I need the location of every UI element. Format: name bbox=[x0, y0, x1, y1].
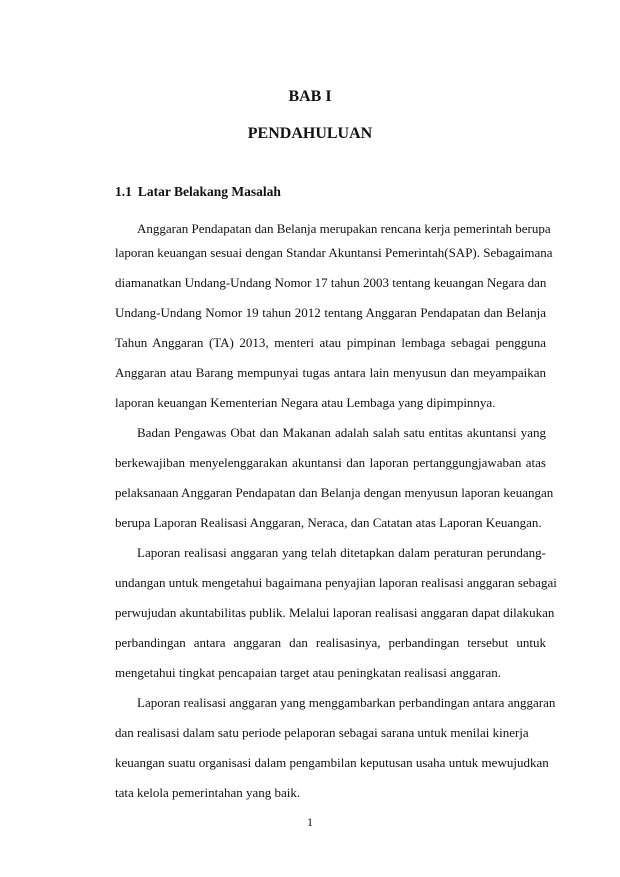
paragraph-line: laporan keuangan sesuai dengan Standar Akuntansi Pemerintah(SAP). Sebagaimana bbox=[115, 245, 553, 260]
chapter-number: BAB I bbox=[288, 88, 332, 105]
paragraph-line: mengetahui tingkat pencapaian target atau peningkatan realisasi anggaran. bbox=[115, 665, 501, 680]
paragraph-line: Laporan realisasi anggaran yang telah ditetapkan dalam peraturan perundang- bbox=[137, 545, 546, 560]
paragraph-line: Anggaran atau Barang mempunyai tugas antara lain menyusun dan meyampaikan bbox=[115, 365, 546, 380]
paragraph-line: Tahun Anggaran (TA) 2013, menteri atau pimpinan lembaga sebagai pengguna bbox=[115, 335, 546, 350]
paragraph-line: perbandingan antara anggaran dan realisasinya, perbandingan tersebut untuk bbox=[115, 635, 546, 650]
paragraph-line: tata kelola pemerintahan yang baik. bbox=[115, 785, 301, 800]
paragraph-line: Anggaran Pendapatan dan Belanja merupakan rencana kerja pemerintah berupa bbox=[137, 221, 551, 236]
paragraph-line: berupa Laporan Realisasi Anggaran, Neraca, dan Catatan atas Laporan Keuangan. bbox=[115, 515, 542, 530]
paragraph-line: Laporan realisasi anggaran yang menggambarkan perbandingan antara anggaran bbox=[137, 695, 556, 710]
paragraph-line: laporan keuangan Kementerian Negara atau Lembaga yang dipimpinnya. bbox=[115, 395, 496, 410]
paragraph-line: dan realisasi dalam satu periode pelaporan sebagai sarana untuk menilai kinerja bbox=[115, 725, 529, 740]
section-heading bbox=[115, 184, 281, 200]
paragraph-line: pelaksanaan Anggaran Pendapatan dan Belanja dengan menyusun laporan keuangan bbox=[115, 485, 554, 500]
paragraph-line: berkewajiban menyelenggarakan akuntansi dan laporan pertanggungjawaban atas bbox=[115, 455, 546, 470]
paragraph-line: diamanatkan Undang-Undang Nomor 17 tahun 2003 tentang keuangan Negara dan bbox=[115, 275, 547, 290]
page-number: 1 bbox=[307, 815, 313, 829]
paragraph-line: Badan Pengawas Obat dan Makanan adalah salah satu entitas akuntansi yang bbox=[137, 425, 546, 440]
section-number: 1.1 bbox=[115, 184, 132, 199]
paragraph-line: undangan untuk mengetahui bagaimana penyajian laporan realisasi anggaran sebagai bbox=[115, 575, 557, 590]
paragraph-line: Undang-Undang Nomor 19 tahun 2012 tentang Anggaran Pendapatan dan Belanja bbox=[115, 305, 546, 320]
section-title: Latar Belakang Masalah bbox=[137, 184, 281, 199]
paragraph-line: perwujudan akuntabilitas publik. Melalui laporan realisasi anggaran dapat dilakukan bbox=[115, 605, 555, 620]
paragraph-line: keuangan suatu organisasi dalam pengambilan keputusan usaha untuk mewujudkan bbox=[115, 755, 549, 770]
chapter-title: PENDAHULUAN bbox=[247, 125, 373, 142]
